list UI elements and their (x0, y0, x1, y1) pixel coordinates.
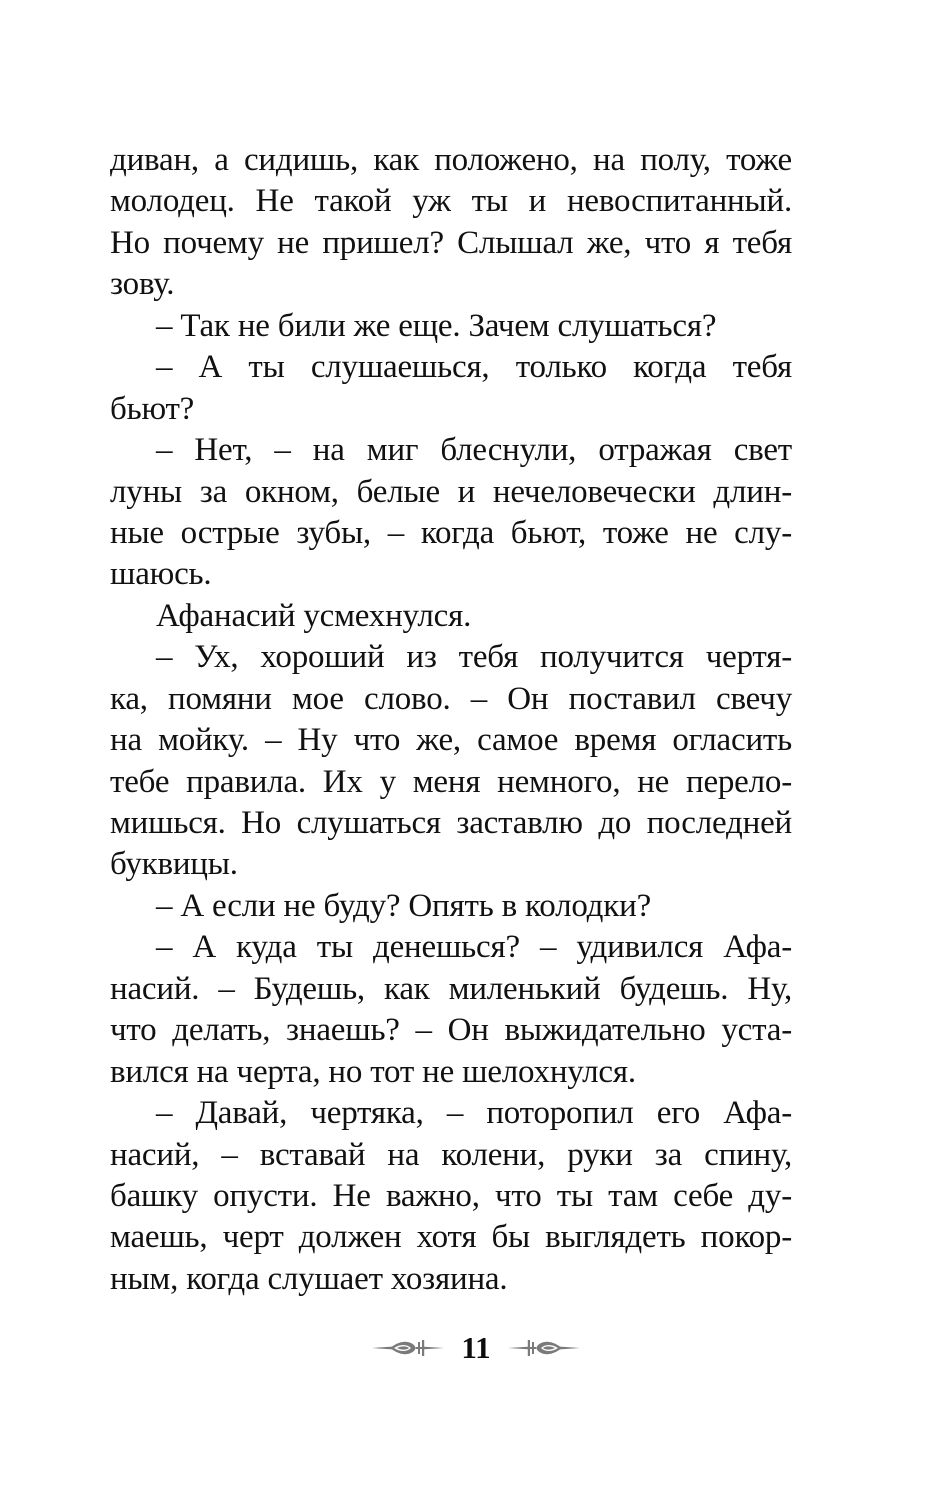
text-line: молодец. Не такой уж ты и невоспитанный. (110, 183, 792, 220)
text-line: шаюсь. (110, 556, 212, 593)
text-line: ным, когда слушает хозяина. (110, 1260, 508, 1297)
text-line: мишься. Но слушаться заставлю до последней (110, 805, 792, 841)
text-line: – Так не били же еще. Зачем слушаться? (156, 307, 717, 344)
text-line: – Нет, – на миг блеснули, отражая свет (156, 432, 792, 469)
text-line: – А ты слушаешься, только когда тебя (156, 349, 792, 386)
left-ornament-icon (372, 1338, 444, 1358)
text-line: вился на черта, но тот не шелохнулся. (110, 1053, 636, 1090)
text-line: зову. (110, 266, 175, 303)
text-line: бьют? (110, 390, 195, 427)
text-line: луны за окном, белые и нечеловечески длин- (110, 473, 792, 510)
text-line: диван, а сидишь, как положено, на полу, тоже (110, 142, 792, 178)
right-ornament-icon (508, 1338, 580, 1358)
text-line: буквицы. (110, 846, 238, 883)
text-line: маешь, черт должен хотя бы выглядеть покор- (110, 1219, 792, 1256)
page-number: 11 (461, 1330, 491, 1365)
body-text (110, 140, 792, 1300)
text-line: ные острые зубы, – когда бьют, тоже не слу- (110, 514, 792, 551)
text-line: Афанасий усмехнулся. (156, 597, 472, 634)
text-line: Но почему не пришел? Слышал же, что я тебя (110, 224, 792, 261)
text-line: насий, – вставай на колени, руки за спину, (110, 1136, 792, 1173)
text-line: что делать, знаешь? – Он выжидательно уста- (110, 1012, 792, 1049)
page-footer (0, 1330, 952, 1366)
text-line: на мойку. – Ну что же, самое время огласить (110, 722, 792, 759)
text-line: – А если не буду? Опять в колодки? (156, 887, 652, 924)
text-line: – Ух, хороший из тебя получится чертя- (156, 639, 792, 676)
text-line: – Давай, чертяка, – поторопил его Афа- (156, 1095, 792, 1132)
text-line: тебе правила. Их у меня немного, не перело- (110, 763, 792, 800)
text-line: ка, помяни мое слово. – Он поставил свечу (110, 680, 792, 717)
text-line: – А куда ты денешься? – удивился Афа- (156, 929, 792, 966)
text-line: башку опусти. Не важно, что ты там себе ду- (110, 1177, 792, 1214)
text-line: насий. – Будешь, как миленький будешь. Ну, (110, 970, 792, 1007)
